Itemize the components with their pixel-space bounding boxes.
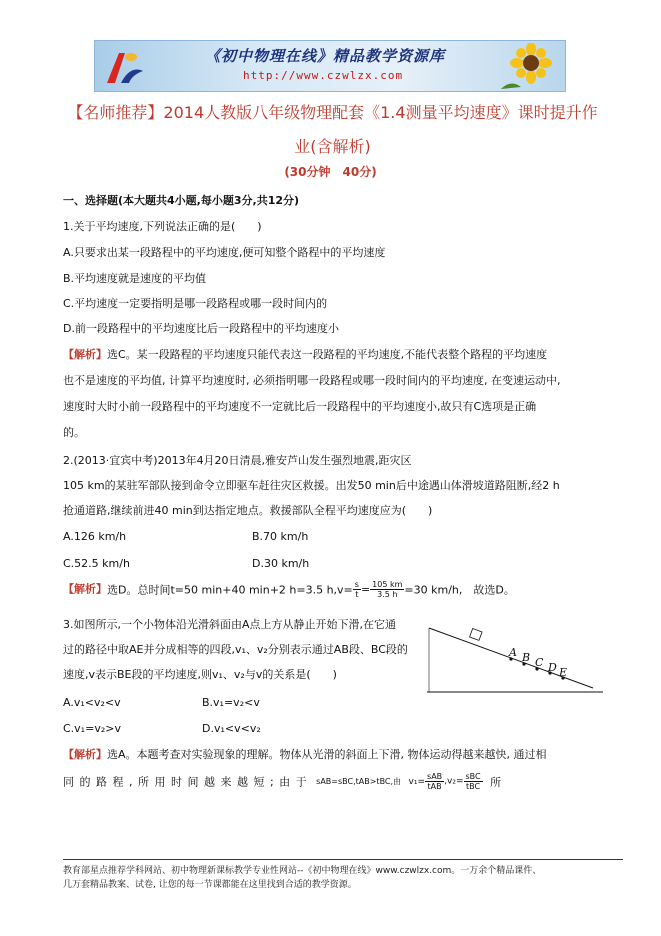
q3-analysis-text1: 选A。本题考查对实验现象的理解。物体从光滑的斜面上下滑, 物体运动得越来越快, 通过相 (107, 748, 547, 761)
q2-option-a: A.126 km/h (63, 530, 127, 543)
site-banner (94, 40, 566, 92)
q2-option-c: C.52.5 km/h (63, 557, 130, 570)
q2-equals: = (360, 583, 371, 596)
q2-analysis-text-b: =30 km/h, 故选D。 (404, 583, 515, 597)
time-score-subtitle: (30分钟 40分) (284, 165, 377, 179)
frac-denominator: 3.5 h (377, 590, 398, 599)
frac-denominator: t (355, 590, 359, 599)
q1-analysis-line4: 的。 (63, 426, 85, 439)
q3-option-b: B.v₁=v₂<v (202, 696, 260, 709)
frac-denominator: tAB (427, 782, 442, 791)
q2-option-b: B.70 km/h (252, 530, 309, 543)
label-c: C (535, 656, 544, 669)
analysis-tag: 【解析】 (63, 748, 107, 761)
q2-option-d: D.30 km/h (252, 557, 310, 570)
label-d: D (548, 661, 557, 674)
frac-numerator: 105 km (372, 580, 403, 589)
q3-option-a: A.v₁<v₂<v (63, 696, 121, 709)
q3-v1-label: v₁= (408, 776, 426, 787)
label-a: A (509, 646, 517, 659)
incline-diagram (425, 618, 605, 696)
q3-stem-line1: 3.如图所示,一个小物体沿光滑斜面由A点上方从静止开始下滑,在它通 (63, 618, 397, 631)
q3-analysis-text2: 同 的 路 程 , 所 用 时 间 越 来 越 短 ; 由 于 (63, 775, 307, 789)
site-logo-icon (101, 47, 147, 87)
q1-analysis-line1 (63, 346, 547, 362)
q1-stem: 1.关于平均速度,下列说法正确的是( ) (63, 220, 262, 233)
analysis-tag: 【解析】 (63, 348, 107, 361)
q1-analysis-line3: 速度时大时小前一段路程中的平均速度不一定就比后一段路程中的平均速度小,故只有C选项是正确 (63, 400, 537, 413)
label-b: B (522, 651, 531, 664)
sunflower-icon (501, 43, 559, 89)
q3-stem-line3: 速度,v表示BE段的平均速度,则v₁、v₂与v的关系是( ) (63, 668, 337, 681)
page-footer (63, 864, 623, 892)
q2-analysis-text-a: 选D。总时间t=50 min+40 min+2 h=3.5 h,v= (107, 583, 353, 597)
q1-option-b: B.平均速度就是速度的平均值 (63, 272, 207, 285)
q2-frac-s-over-t (353, 580, 361, 599)
footer-line2: 几万套精品教案、试卷, 让您的每一节课都能在这里找到合适的教学资源。 (63, 880, 357, 890)
q3-option-c: C.v₁=v₂>v (63, 722, 121, 735)
block-icon (470, 629, 482, 641)
frac-numerator: sAB (427, 772, 443, 781)
frac-numerator: s (354, 580, 359, 589)
q3-v2-label: ,v₂= (444, 776, 464, 787)
q2-stem-line2: 105 km的某驻军部队接到命令立即驱车赶往灾区救援。出发50 min后中途遇山体滑坡道路阻断,经2 h (63, 479, 560, 492)
q2-stem-line3: 抢通道路,继续前进40 min到达指定地点。救援部队全程平均速度应为( ) (63, 504, 433, 517)
q3-analysis-line2 (63, 772, 501, 791)
page-title-line2: 业(含解析) (294, 137, 371, 156)
label-e: E (559, 666, 568, 679)
footer-divider (63, 859, 623, 860)
q3-analysis-end: 所 (490, 775, 502, 789)
q3-frac-v1 (425, 772, 444, 791)
analysis-tag: 【解析】 (63, 582, 107, 596)
q1-analysis-text1: 选C。某一段路程的平均速度只能代表这一段路程的平均速度,不能代表整个路程的平均速度 (107, 348, 548, 361)
footer-line1: 教育部星点推荐学科网站、初中物理新课标教学专业性网站--《初中物理在线》www.czwlzx.com。一万余个精品课件、 (63, 866, 542, 876)
q2-stem-line1: 2.(2013·宜宾中考)2013年4月20日清晨,雅安芦山发生强烈地震,距灾区 (63, 454, 412, 467)
q2-analysis (63, 580, 515, 599)
section-heading: 一、选择题(本大题共4小题,每小题3分,共12分) (63, 194, 300, 207)
q3-stem-line2: 过的路径中取AE并分成相等的四段,v₁、v₂分别表示通过AB段、BC段的 (63, 643, 408, 656)
q3-option-d: D.v₁<v<v₂ (202, 722, 261, 735)
q1-option-c: C.平均速度一定要指明是哪一段路程或哪一段时间内的 (63, 297, 328, 310)
q1-option-d: D.前一段路程中的平均速度比后一段路程中的平均速度小 (63, 322, 339, 335)
page-title (40, 96, 625, 164)
q3-frac-v2 (464, 772, 483, 791)
banner-title: 《初中物理在线》精品教学资源库 (205, 47, 446, 65)
frac-numerator: sBC (465, 772, 481, 781)
banner-url[interactable]: http://www.czwlzx.com (243, 69, 404, 82)
q2-frac-distance-over-time (370, 580, 404, 599)
q1-analysis-line2: 也不是速度的平均值, 计算平均速度时, 必须指明哪一段路程或哪一段时间内的平均速度, 在变速运动中, (63, 374, 561, 387)
q1-option-a: A.只要求出某一段路程中的平均速度,便可知整个路程中的平均速度 (63, 246, 386, 259)
q3-analysis-eq: sAB=sBC,tAB>tBC,由 (316, 777, 402, 786)
page-title-line1: 【名师推荐】2014人教版八年级物理配套《1.4测量平均速度》课时提升作 (67, 103, 598, 122)
q3-analysis-line1 (63, 746, 547, 762)
frac-denominator: tBC (466, 782, 481, 791)
